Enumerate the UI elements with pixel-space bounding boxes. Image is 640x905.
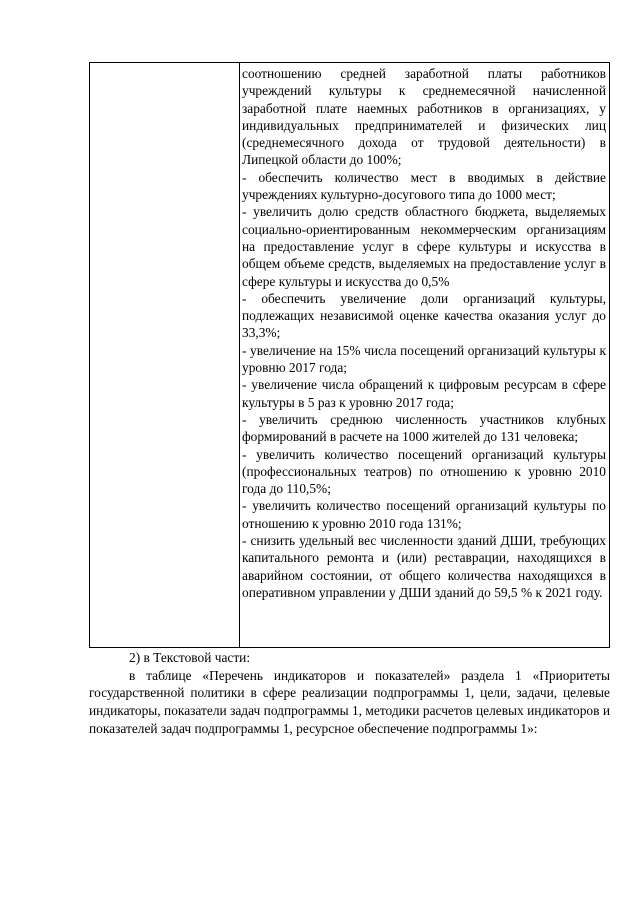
goal-paragraph-4: - обеспечить увеличение доли организаций культуры, подлежащих независимой оценке качества оказания услуг до 33,3%; [242,290,606,341]
goal-paragraph-3: - увеличить долю средств областного бюджета, выделяемых социально-ориентированным некоммерческим организациям на предоставление услуг в сфере культуры и искусства в общем объеме средств, выделяемых на предоставление услуг в сфере культуры и искусства до 0,5% [242,204,606,289]
goal-paragraph-9: - увеличить количество посещений организаций культуры по отношению к уровню 2010 года 131%; [242,498,606,531]
goal-paragraph-6: - увеличение числа обращений к цифровым ресурсам в сфере культуры в 5 раз к уровню 2017 года; [242,377,606,410]
body-text [89,649,610,738]
goal-paragraph-1: соотношению средней заработной платы работников учреждений культуры к среднемесячной начисленной заработной плате наемных работников в организациях, у индивидуальных предпринимателей и физических лиц (среднемесячного дохода от трудовой деятельности) в Липецкой области до 100%; [242,66,606,168]
goal-paragraph-2: - обеспечить количество мест в вводимых в действие учреждениях культурно-досугового типа до 1000 мест; [242,169,606,203]
indicators-table [89,62,610,648]
goal-paragraph-7: - увеличить среднюю численность участников клубных формирований в расчете на 1000 жителей до 131 человека; [242,411,606,445]
table-left-cell [90,63,240,647]
goal-paragraph-5: - увеличение на 15% числа посещений организаций культуры к уровню 2017 года; [242,342,606,376]
table-right-cell [240,63,609,647]
item-heading: 2) в Текстовой части: [129,650,251,665]
goal-paragraph-8: - увеличить количество посещений организаций культуры (профессиональных театров) по отношению к уровню 2010 года до 110,5%; [242,446,606,497]
body-paragraph: в таблице «Перечень индикаторов и показателей» раздела 1 «Приоритеты государственной политики в сфере реализации подпрограммы 1, цели, задачи, целевые индикаторы, показатели задач подпрограммы 1, методики расчетов целевых индикаторов и показателей задач подпрограммы 1, ресурсное обеспечение подпрограммы 1»: [89,667,610,736]
goal-paragraph-10: - снизить удельный вес численности зданий ДШИ, требующих капитального ремонта и (или) реставрации, находящихся в аварийном состоянии, от общего количества находящихся в оперативном управлении у ДШИ зданий до 59,5 % к 2021 году. [242,533,606,600]
